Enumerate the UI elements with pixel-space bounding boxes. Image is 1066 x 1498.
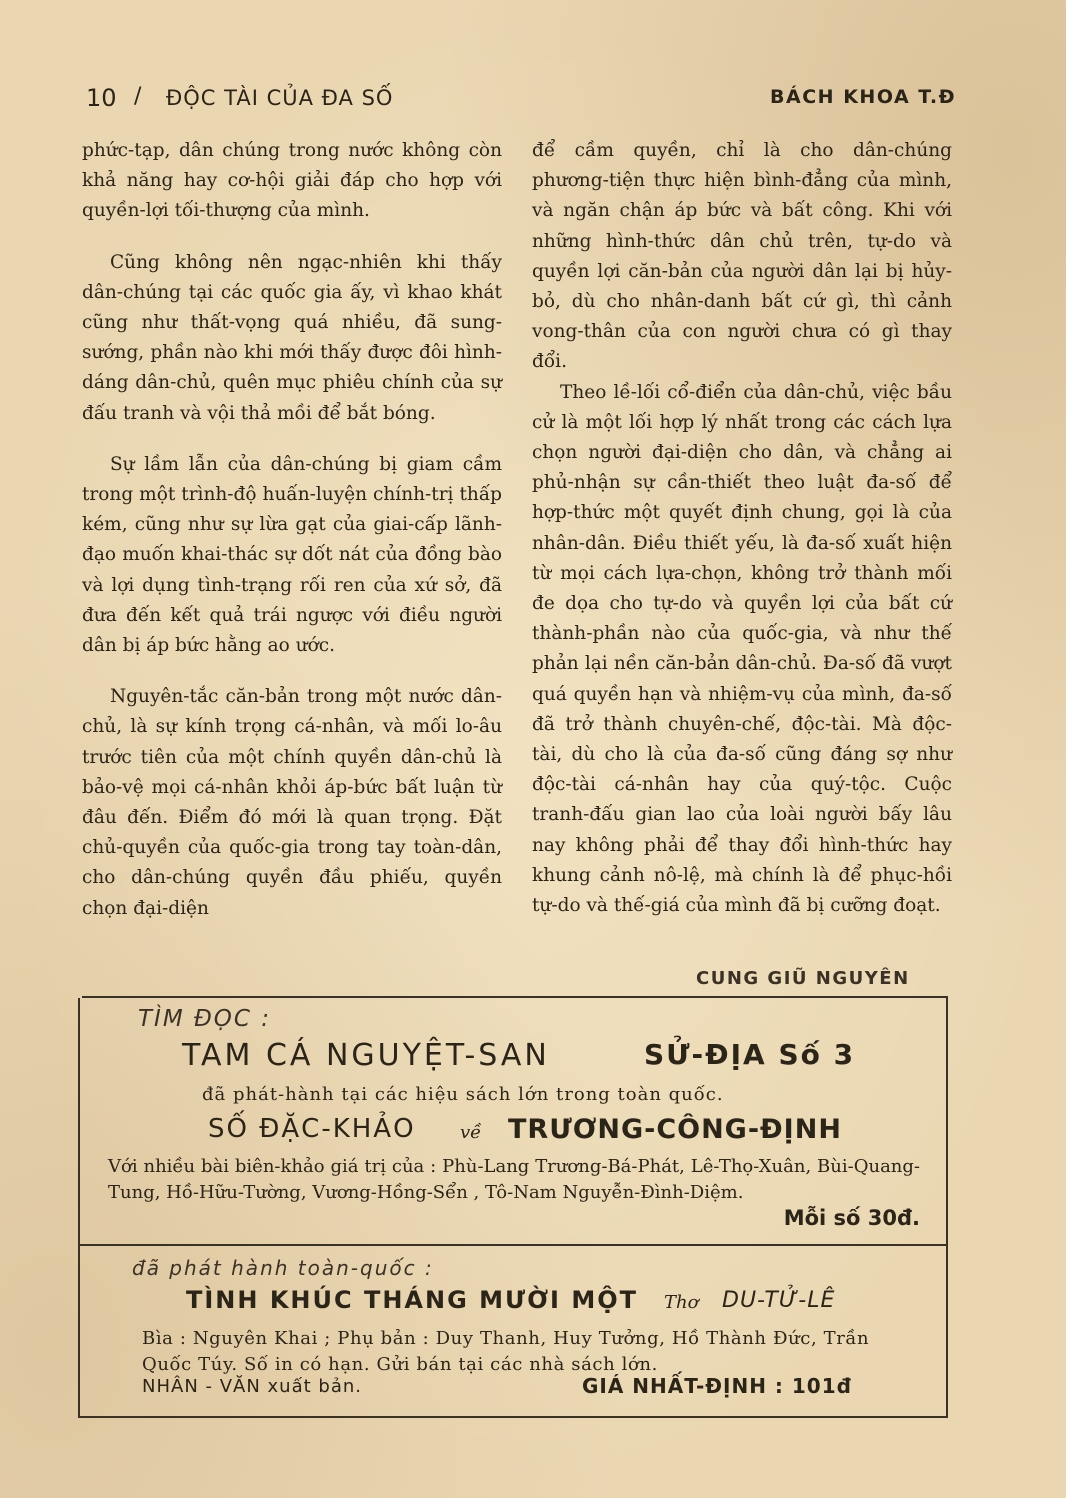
advertisement-tinh-khuc — [78, 1246, 948, 1416]
ad-title: TAM CÁ NGUYỆT-SAN — [182, 1038, 550, 1073]
ad-label: TÌM ĐỌC : — [138, 1006, 272, 1032]
header-separator: / — [134, 84, 142, 109]
magazine-name: BÁCH KHOA T.Đ — [770, 86, 956, 108]
ad-price: GIÁ NHẤT-ĐỊNH : 101đ — [582, 1374, 852, 1398]
ad-issue: SỬ-ĐỊA Số 3 — [644, 1038, 856, 1071]
ad-body: Bìa : Nguyên Khai ; Phụ bản : Duy Thanh, Huy Tưởng, Hồ Thành Đức, Trần Quốc Túy. Số in có hạn. Gửi bán tại các nhà sách lớn. — [142, 1328, 870, 1375]
advertisement-su-dia — [78, 994, 948, 1242]
page-header — [80, 84, 960, 120]
ad-release-note: đã phát-hành tại các hiệu sách lớn trong toàn quốc. — [202, 1084, 724, 1105]
author-byline: CUNG GIŨ NGUYÊN — [696, 968, 910, 989]
paragraph: để cầm quyền, chỉ là cho dân-chúng phương-tiện thực hiện bình-đẳng của mình, và ngăn chận áp bức và bất công. Khi với những hình-thức dân chủ trên, tự-do và quyền lợi căn-bản của người dân lại bị hủy-bỏ, dù cho nhân-danh bất cứ gì, thì cảnh vong-thân của con người chưa có gì thay đổi. — [532, 140, 952, 373]
paragraph: phức-tạp, dân chúng trong nước không còn khả năng hay cơ-hội giải đáp cho hợp với quyền-lợi tối-thượng của mình. — [82, 140, 502, 222]
ad-genre: Thơ — [664, 1292, 699, 1313]
ad-price: Mỗi số 30đ. — [783, 1206, 920, 1230]
ad-special-issue: SỐ ĐẶC-KHẢO — [208, 1114, 416, 1144]
page-number: 10 — [86, 84, 117, 112]
ad-publisher: NHÂN - VĂN xuất bản. — [142, 1376, 362, 1397]
paragraph: Sự lầm lẫn của dân-chúng bị giam cầm trong một trình-độ huấn-luyện chính-trị thấp kém, cũng như sự lừa gạt của giai-cấp lãnh-đạo muốn khai-thác sự dốt nát của đồng bào và lợi dụng tình-trạng rối ren của xứ sở, đã đưa đến kết quả trái ngược với điều người dân bị áp bức hằng ao ước. — [82, 453, 502, 657]
ad-about: về — [460, 1122, 482, 1143]
ad-body: Với nhiều bài biên-khảo giá trị của : Phù-Lang Trương-Bá-Phát, Lê-Thọ-Xuân, Bùi-Quang-Tung, Hồ-Hữu-Tường, Vương-Hồng-Sển , Tô-Nam Nguyễn-Đình-Diệm. — [108, 1156, 920, 1203]
ad-label: đã phát hành toàn-quốc : — [132, 1256, 434, 1280]
article-right-column — [532, 136, 952, 921]
ad-subject: TRƯƠNG-CÔNG-ĐỊNH — [508, 1114, 842, 1145]
paragraph: Nguyên-tắc căn-bản trong một nước dân-chủ, là sự kính trọng cá-nhân, và mối lo-âu trước tiên của một chính quyền dân-chủ là bảo-vệ mọi cá-nhân khỏi áp-bức bất luận từ đâu đến. Điểm đó mới là quan trọng. Đặt chủ-quyền của quốc-gia trong tay toàn-dân, cho dân-chúng quyền đầu phiếu, quyền chọn đại-diện — [82, 686, 502, 919]
article-title: ĐỘC TÀI CỦA ĐA SỐ — [166, 86, 394, 110]
ad-author: DU-TỬ-LÊ — [722, 1288, 836, 1313]
ad-title: TÌNH KHÚC THÁNG MƯỜI MỘT — [186, 1286, 638, 1314]
article-left-column — [82, 136, 502, 945]
paragraph: Cũng không nên ngạc-nhiên khi thấy dân-chúng tại các quốc gia ấy, vì khao khát cũng như thất-vọng quá nhiều, đã sung-sướng, phần nào khi mới thấy được đôi hình-dáng dân-chủ, quên mục phiêu chính của sự đấu tranh và vội thả mồi để bắt bóng. — [82, 251, 502, 424]
divider-line — [78, 1416, 946, 1418]
paragraph: Theo lề-lối cổ-điển của dân-chủ, việc bầu cử là một lối hợp lý nhất trong các cách lựa chọn người đại-diện cho dân, và chẳng ai phủ-nhận sự cần-thiết theo luật đa-số để hợp-thức một quyết định chung, gọi là của nhân-dân. Điều thiết yếu, là đa-số xuất hiện từ mọi cách lựa-chọn, không trở thành mối đe dọa cho tự-do và quyền lợi của bất cứ thành-phần nào của quốc-gia, và như thế phản lại nền căn-bản dân-chủ. Đa-số đã vượt quá quyền hạn và nhiệm-vụ của mình, đa-số đã trở thành chuyên-chế, độc-tài. Mà độc-tài, dù cho là của đa-số cũng đáng sợ như độc-tài cá-nhân hay của quý-tộc. Cuộc tranh-đấu gian lao của loài người bấy lâu nay không phải để thay đổi hình-thức hay khung cảnh nô-lệ, mà chính là để phục-hồi tự-do và thế-giá của mình đã bị cưỡng đoạt. — [532, 381, 952, 917]
